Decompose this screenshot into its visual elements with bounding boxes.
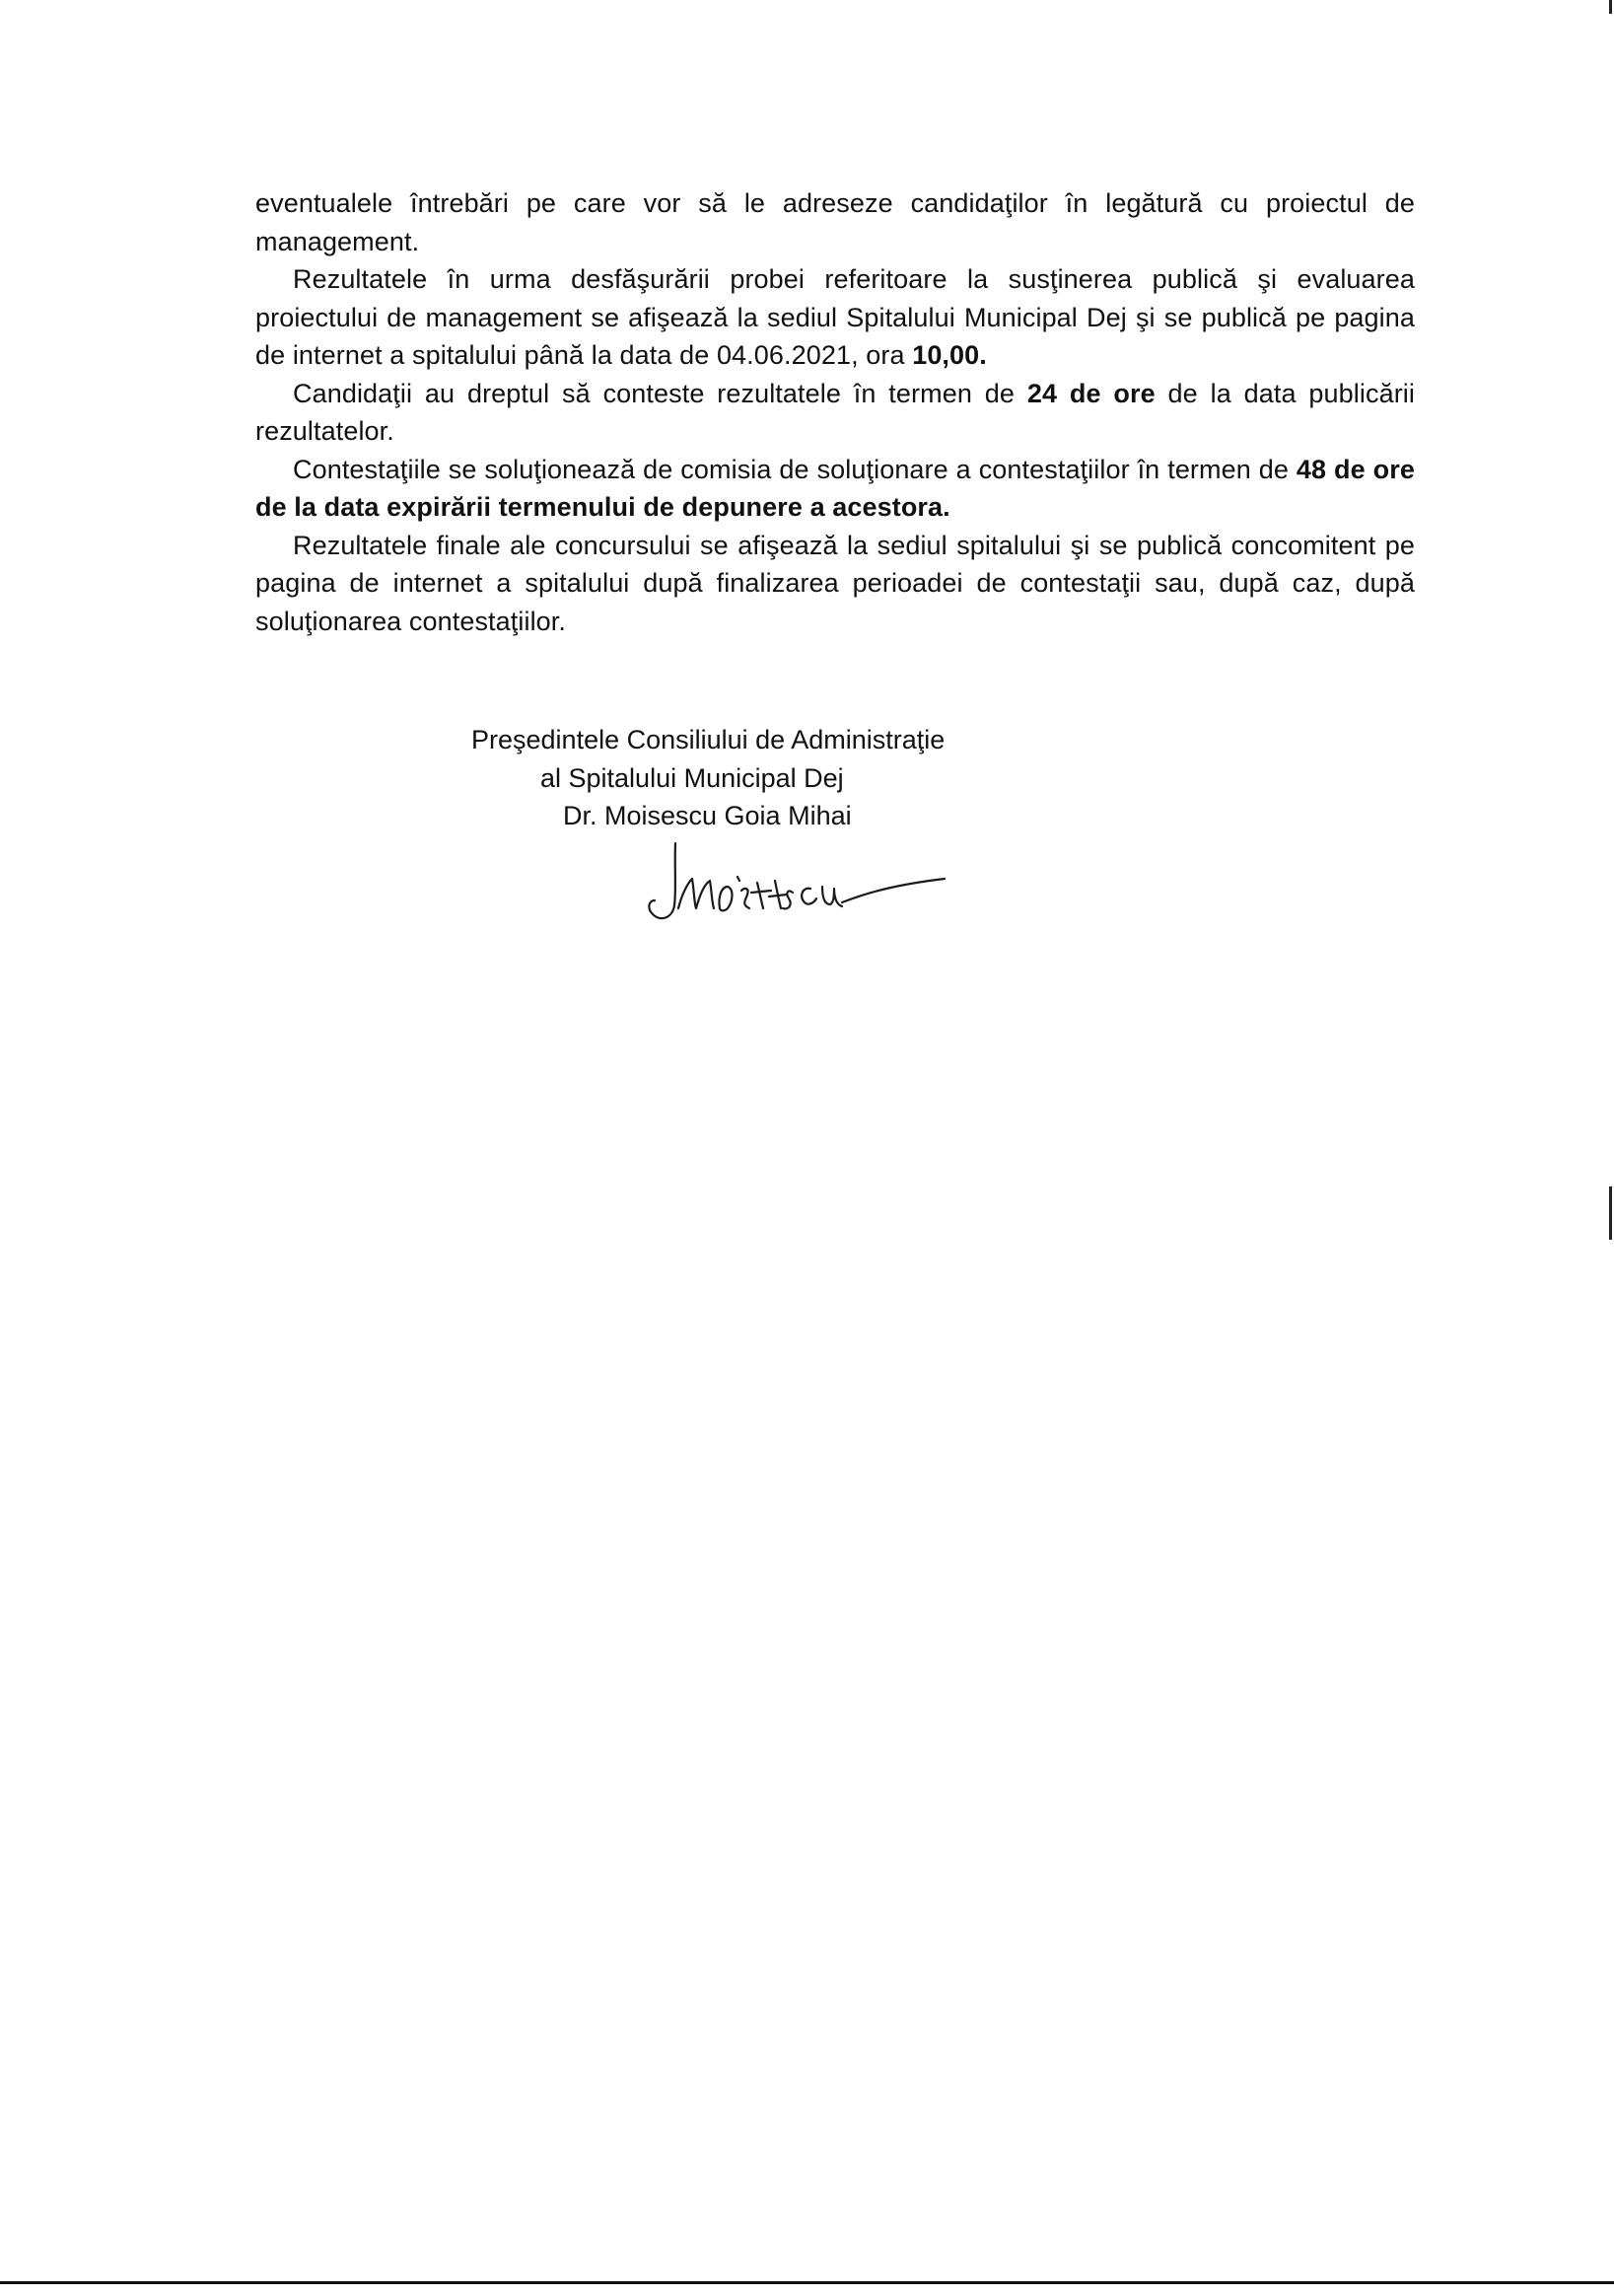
page-bottom-border bbox=[0, 2281, 1614, 2284]
scan-edge-mark bbox=[1609, 0, 1612, 14]
paragraph bbox=[255, 260, 1415, 375]
scan-edge-mark bbox=[1609, 1186, 1612, 1240]
emphasized-text: 48 de ore de la data expirării termenului de depunere a acestora. bbox=[255, 454, 1415, 522]
paragraph-text: Rezultatele finale ale concursului se afişează la sediul spitalului şi se publică concomitent pe pagina de internet a spitalului după finalizarea perioadei de contestaţii sau, după caz, după soluţionarea contestaţiilor. bbox=[255, 530, 1415, 636]
document-body bbox=[255, 184, 1415, 640]
emphasized-text: 24 de ore bbox=[1026, 378, 1156, 408]
paragraph-text: Rezultatele în urma desfăşurării probei referitoare la susţinerea publică şi evaluarea proiectului de management se afişează la sediul Spitalului Municipal Dej şi se publică pe pagina de internet a spitalului până la data de 04.06.2021, ora bbox=[255, 264, 1415, 370]
paragraph bbox=[255, 451, 1415, 527]
paragraph-text: de la data publicării rezultatelor. bbox=[255, 378, 1415, 446]
paragraph-text: Contestaţiile se soluţionează de comisia de soluţionare a contestaţiilor în termen de bbox=[293, 454, 1297, 484]
signatory-name: Dr. Moisescu Goia Mihai bbox=[563, 801, 852, 830]
signature-block bbox=[471, 721, 1023, 835]
emphasized-text: 10,00. bbox=[912, 340, 987, 370]
signatory-institution: al Spitalului Municipal Dej bbox=[540, 762, 844, 793]
paragraph bbox=[255, 527, 1415, 641]
handwritten-signature bbox=[631, 831, 956, 930]
paragraph-text: eventualele întrebări pe care vor să le adreseze candidaţilor în legătură cu proiectul de management. bbox=[255, 188, 1415, 256]
paragraph bbox=[255, 184, 1415, 260]
paragraph-text: Candidaţii au dreptul să conteste rezultatele în termen de bbox=[293, 378, 1027, 408]
signatory-title: Preşedintele Consiliului de Administraţie bbox=[471, 725, 946, 754]
paragraph bbox=[255, 375, 1415, 451]
